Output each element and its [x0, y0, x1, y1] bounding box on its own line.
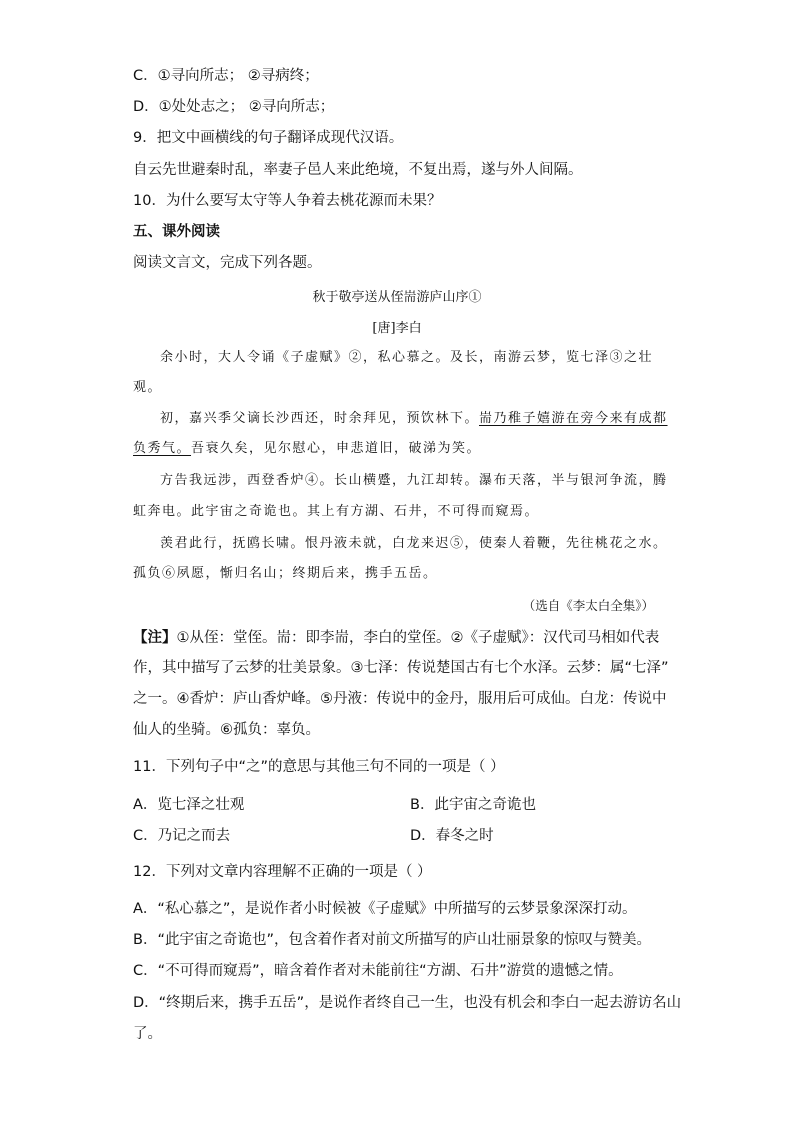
question-9-sentence: 自云先世避秦时乱，率妻子邑人来此绝境，不复出焉，遂与外人间隔。	[133, 162, 583, 178]
prev-option-d: D．①处处志之； ②寻向所志；	[133, 99, 335, 115]
notes-line2: 作，其中描写了云梦的壮美景象。③七泽：传说楚国古有七个水泽。云梦：属“七泽”	[133, 660, 669, 676]
q11-option-b: B．此宇宙之奇诡也	[410, 797, 536, 813]
question-10-stem: 10．为什么要写太守等人争着去桃花源而未果？	[133, 193, 442, 209]
notes-line1	[133, 628, 659, 648]
notes-label: 【注】	[133, 630, 177, 646]
notes-line3: 之一。④香炉：庐山香炉峰。⑤丹液：传说中的金丹，服用后可成仙。白龙：传说中	[133, 691, 667, 707]
q11-option-a: A．览七泽之壮观	[133, 797, 245, 813]
passage-p3-line2: 虹奔电。此宇宙之奇诡也。其上有方湖、石井，不可得而窥焉。	[133, 504, 540, 519]
q12-option-c: C．“不可得而窥焉”，暗含着作者对未能前往“方湖、石井”游赏的遗憾之情。	[133, 963, 623, 979]
underlined-sentence-part2: 负秀气。	[133, 441, 192, 456]
notes-line1-text: ①从侄：堂侄。耑：即李耑，李白的堂侄。②《子虚赋》：汉代司马相如代表	[176, 630, 660, 646]
question-9-stem: 9．把文中画横线的句子翻译成现代汉语。	[133, 130, 404, 146]
passage-title: 秋于敬亭送从侄耑游庐山序①	[312, 290, 482, 305]
q11-option-c: C．乃记之而去	[133, 828, 231, 844]
question-12-stem: 12．下列对文章内容理解不正确的一项是（ ）	[133, 864, 432, 880]
passage-p1-line1: 余小时，大人令诵《子虚赋》②，私心慕之。及长，南游云梦，览七泽③之壮	[160, 350, 654, 365]
q12-option-d-line1: D．“终期后来，携手五岳”，是说作者终自己一生，也没有机会和李白一起去游访名山	[133, 995, 682, 1011]
passage-p4-line2: 孤负⑥夙愿，惭归名山；终期后来，携手五岳。	[133, 566, 438, 581]
section-instruction: 阅读文言文，完成下列各题。	[133, 255, 322, 271]
passage-author: [唐]李白	[372, 321, 422, 336]
q12-option-b: B．“此宇宙之奇诡也”，包含着作者对前文所描写的庐山壮丽景象的惊叹与赞美。	[133, 932, 651, 948]
notes-line4: 仙人的坐骑。⑥孤负：辜负。	[133, 722, 320, 738]
passage-p4-line1: 羡君此行，抚鸥长啸。恨丹液未就，白龙来迟⑤，使秦人着鞭，先往桃花之水。	[160, 536, 668, 551]
q11-option-d: D．春冬之时	[410, 828, 494, 844]
passage-p2-line1-text: 初，嘉兴季父谪长沙西还，时余拜见，预饮林下。	[160, 411, 480, 426]
section-heading: 五、课外阅读	[133, 224, 220, 240]
passage-p3-line1: 方告我远涉，西登香炉④。长山横蹙，九江却转。瀑布天落，半与银河争流，腾	[160, 473, 668, 488]
q12-option-d-line2: 了。	[133, 1026, 162, 1042]
question-11-stem: 11．下列句子中“之”的意思与其他三句不同的一项是（ ）	[133, 759, 505, 775]
passage-p2-line2	[133, 439, 481, 459]
passage-source: （选自《李太白全集》）	[522, 598, 654, 613]
q12-option-a: A．“私心慕之”，是说作者小时候被《子虚赋》中所描写的云梦景象深深打动。	[133, 901, 637, 917]
prev-option-c: C．①寻向所志； ②寻病终；	[133, 68, 319, 84]
passage-p2-line2-text: 吾衰久矣，见尔慰心，申悲道旧，破涕为笑。	[191, 441, 482, 456]
passage-p2-line1	[160, 409, 668, 429]
passage-p1-line2: 观。	[133, 380, 163, 395]
underlined-sentence-part1: 耑乃稚子嬉游在旁今来有成都	[479, 411, 668, 426]
